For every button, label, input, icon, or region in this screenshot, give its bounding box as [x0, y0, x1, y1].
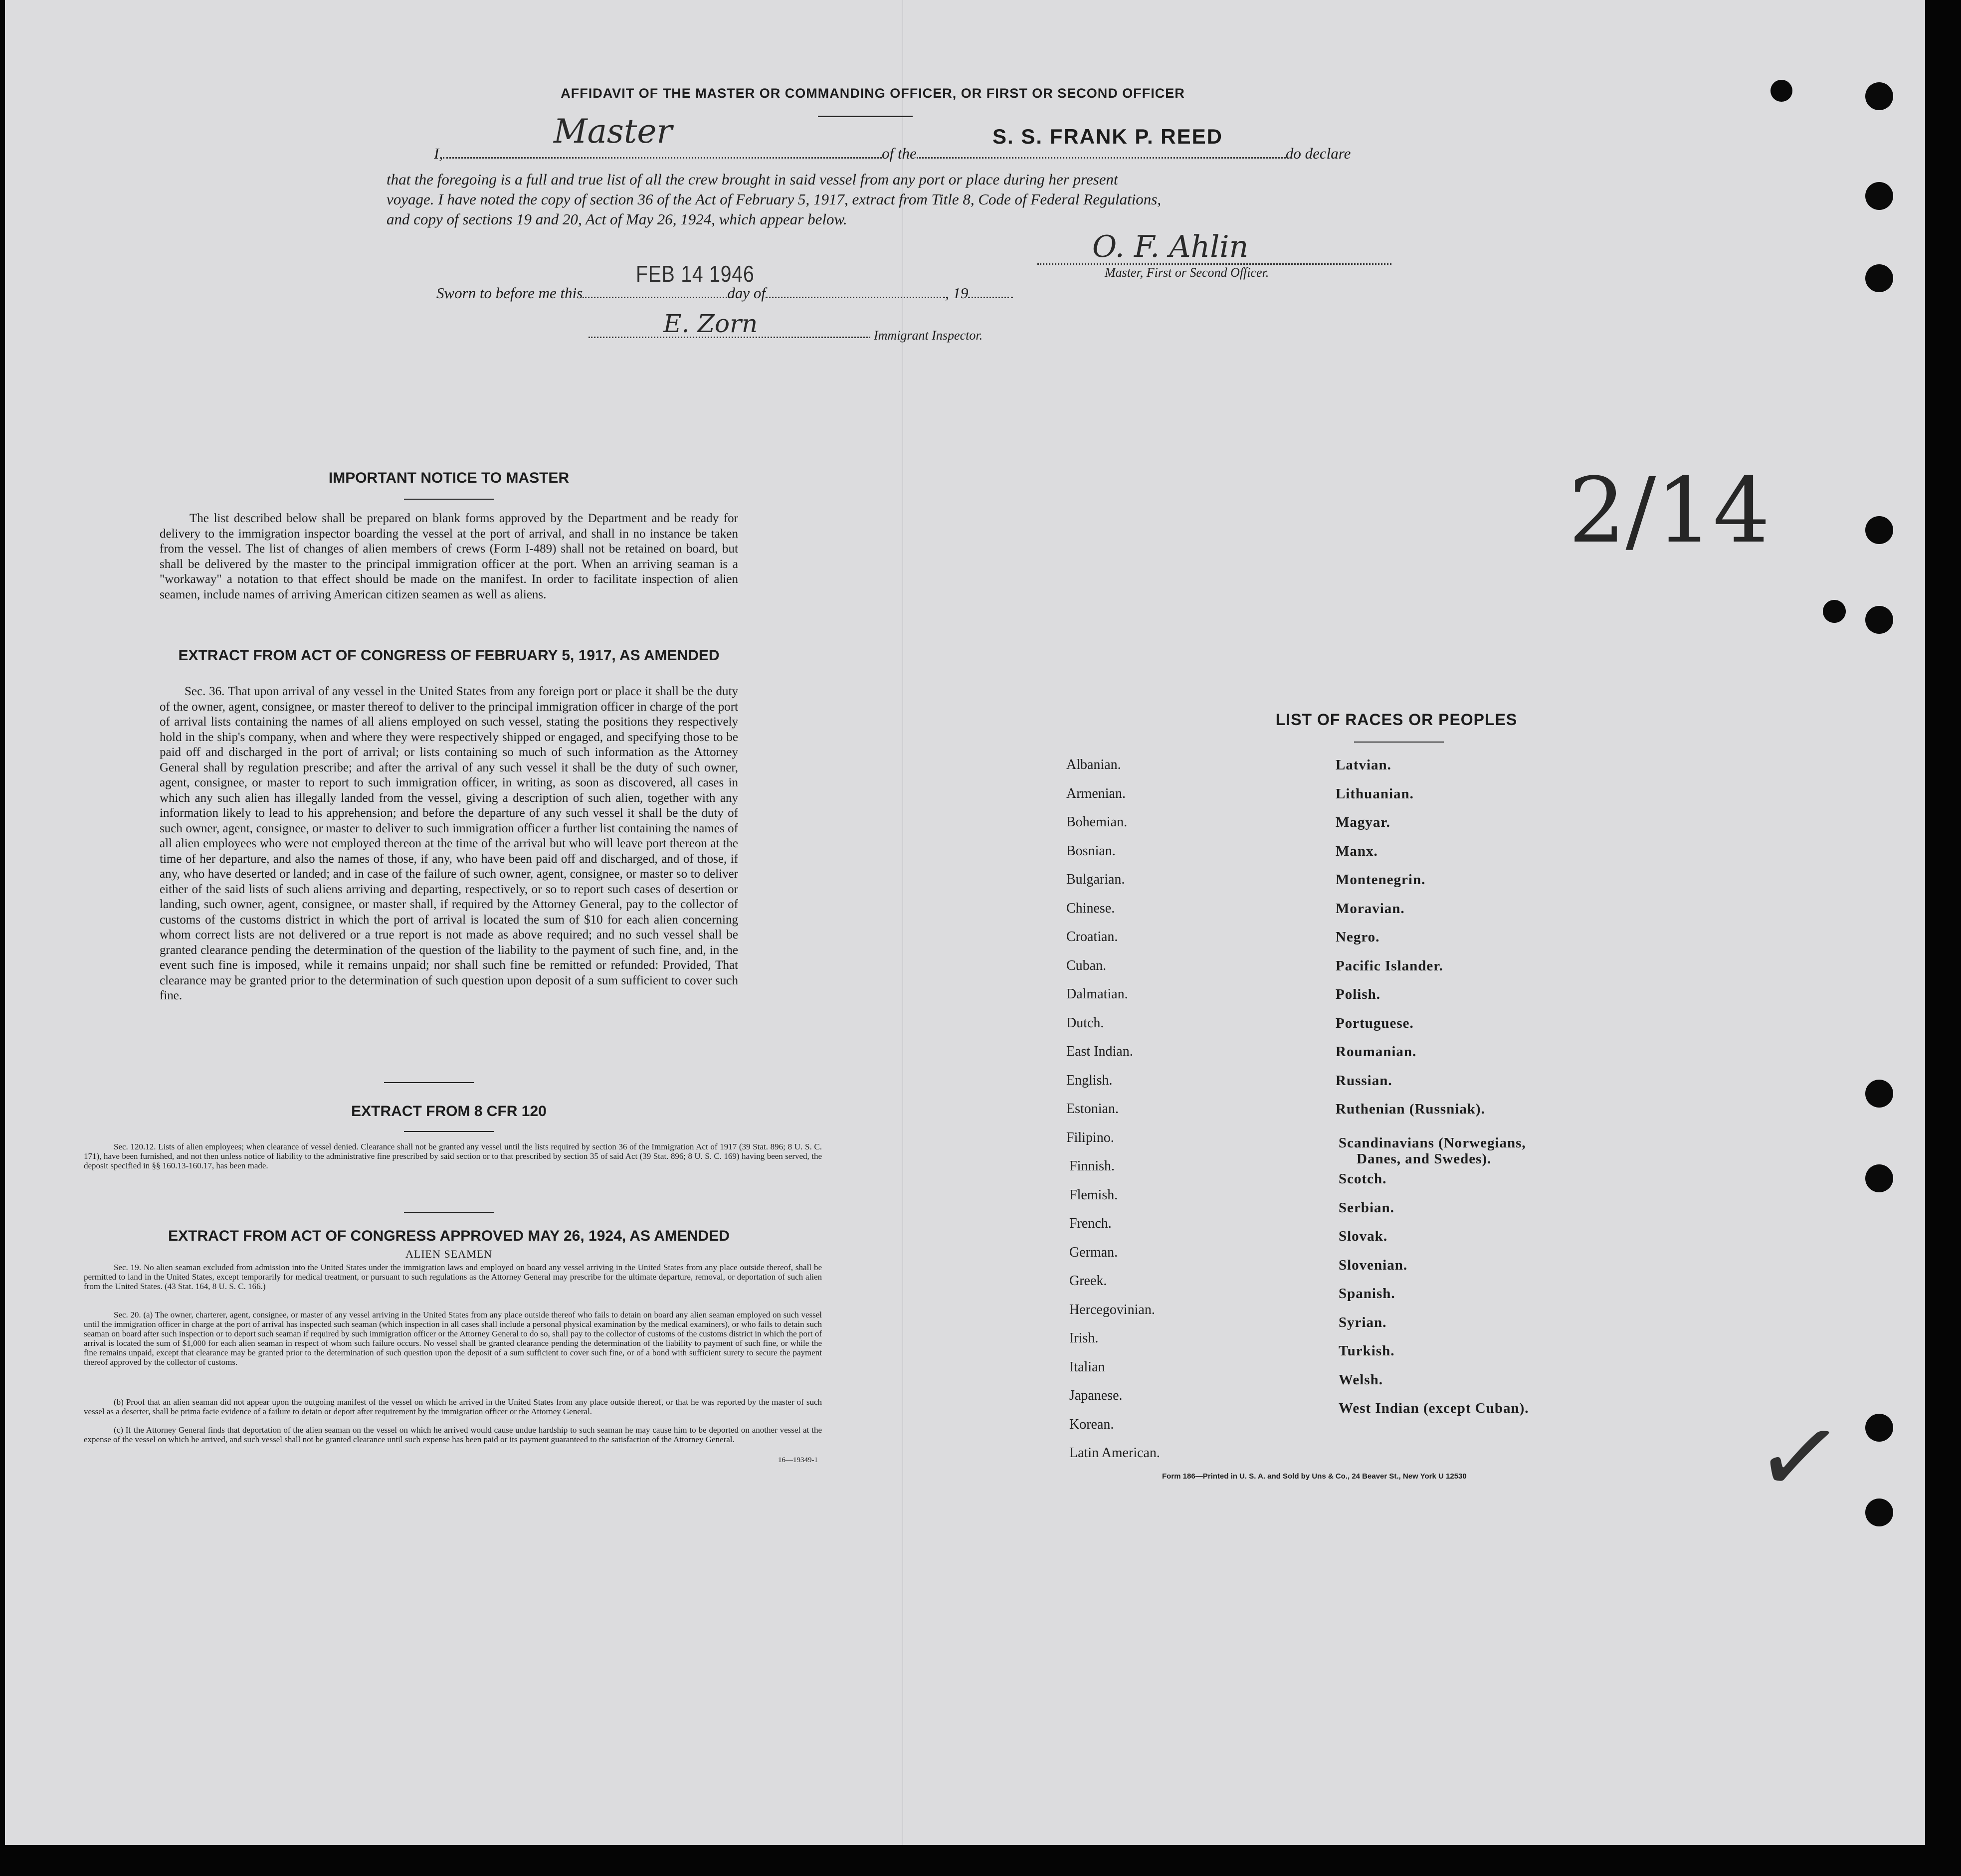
race-item: Portuguese.	[1336, 1015, 1414, 1031]
extract3-sec20a: Sec. 20. (a) The owner, charterer, agent, consignee, or master of any vessel arriving in the United States from any place outside thereof who fails to detain on board any alien seaman employed on such vessel until the immigration officer in charge at the port of arrival has inspected such seaman (which inspection in all cases shall include a personal physical examination by the medical examiners), or who fails to detain such seaman on board after such inspection or to deport such seaman if required by such immigration officer or the Attorney General to do so, shall pay to the collector of customs of the customs district in which the port of arrival is located the sum of $1,000 for each alien seaman in respect of whom such failure occurs. No vessel shall be granted clearance pending the determination of the liability to payment of such fine, or while the fine remains unpaid, except that clearance may be granted prior to the determination of such question upon the deposit of a sum sufficient to cover such fine, or of a bond with sufficient surety to secure the payment thereof approved by the collector of customs.	[84, 1310, 822, 1367]
extract1-title: EXTRACT FROM ACT OF CONGRESS OF FEBRUARY 5, 1917, AS AMENDED	[178, 647, 720, 664]
do-declare-label: do declare	[1285, 145, 1351, 162]
binder-hole	[1865, 1414, 1893, 1442]
race-item: Welsh.	[1339, 1371, 1383, 1388]
race-item: Ruthenian (Russniak).	[1336, 1101, 1485, 1117]
of-the-label: of the	[882, 145, 917, 162]
race-item: Korean.	[1069, 1416, 1114, 1432]
sworn-text: Sworn to before me this	[436, 284, 583, 302]
race-item: Bosnian.	[1066, 843, 1116, 859]
race-item: Negro.	[1336, 929, 1380, 945]
race-item: Albanian.	[1066, 757, 1121, 772]
ship-name: S. S. FRANK P. REED	[992, 125, 1223, 148]
race-item: Pacific Islander.	[1336, 957, 1443, 974]
signature-line	[1037, 263, 1391, 265]
race-item: Danes, and Swedes).	[1357, 1150, 1492, 1167]
race-item: Flemish.	[1069, 1187, 1118, 1203]
race-item: Chinese.	[1066, 900, 1115, 916]
race-item: Syrian.	[1339, 1314, 1387, 1330]
scan-edge-right	[1926, 0, 1961, 1876]
race-item: Cuban.	[1066, 957, 1107, 973]
race-item: Polish.	[1336, 986, 1380, 1002]
race-item: Croatian.	[1066, 929, 1118, 944]
race-item: Slovak.	[1339, 1228, 1388, 1244]
form-footer: Form 186—Printed in U. S. A. and Sold by Uns & Co., 24 Beaver St., New York U 12530	[1162, 1472, 1467, 1481]
form-number: 16—19349-1	[778, 1456, 818, 1464]
race-item: Dalmatian.	[1066, 986, 1128, 1002]
race-item: Latin American.	[1069, 1445, 1160, 1461]
extract1-text: Sec. 36. That upon arrival of any vessel in the United States from any foreign port or place it shall be the duty of the owner, agent, consignee, or master thereof to deliver to the principal immigration officer in charge of the port of arrival lists containing the names of all aliens employed on such vessel, stating the positions they respectively hold in the ship's company, when and where they were respectively shipped or engaged, and specifying those to be paid off and discharged in the port of arrival; or lists containing so much of such information as the Attorney General shall by regulation prescribe; and after the arrival of any such vessel it shall be the duty of such owner, agent, consignee, or master to report to such immigration officer, in writing, as soon as discovered, all cases in which any such alien has illegally landed from the vessel, giving a description of such alien, together with any information likely to lead to his apprehension; and before the departure of any such vessel it shall be the duty of such owner, agent, consignee, or master to deliver to such immigration officer a further list containing the names of all alien employees who were not employed thereon at the time of the arrival but who will leave port thereon at the time of her departure, and also the names of those, if any, who have been paid off and discharged, and of those, if any, who have deserted or landed; and in case of the failure of such owner, agent, consignee, or master so to deliver either of the said lists of such aliens arriving and departing, respectively, or so to report such cases of desertion or landing, such owner, agent, consignee, or master shall, if required by the Attorney General, pay to the collector of customs of the customs district in which the port of arrival is located the sum of $10 for each alien concerning whom correct lists are not delivered or a true report is not made as above required; and no such vessel shall be granted clearance pending the determination of the question of the liability to the payment of such fine, and, in the event such fine is imposed, while it remains unpaid; nor shall such fine be remitted or refunded: Provided, That clearance may be granted prior to the determination of such question upon deposit of a sum sufficient to cover such fine.	[160, 685, 738, 1002]
race-item: Magyar.	[1336, 814, 1390, 830]
race-item: Italian	[1069, 1359, 1105, 1375]
extract3-title: EXTRACT FROM ACT OF CONGRESS APPROVED MAY 26, 1924, AS AMENDED	[168, 1228, 730, 1244]
year-prefix: 19	[953, 284, 969, 302]
handwritten-role: Master	[554, 112, 672, 151]
race-item: French.	[1069, 1216, 1112, 1231]
notice-title: IMPORTANT NOTICE TO MASTER	[328, 470, 570, 486]
signature-label: Master, First or Second Officer.	[1105, 265, 1269, 280]
race-item: Greek.	[1069, 1273, 1107, 1289]
extract2-rule	[404, 1131, 494, 1132]
race-item: Montenegrin.	[1336, 872, 1426, 888]
extract2-title: EXTRACT FROM 8 CFR 120	[351, 1103, 547, 1120]
i-prefix: I,	[434, 145, 443, 162]
extract2-text: Sec. 120.12. Lists of alien employees; when clearance of vessel denied. Clearance shall not be granted any vessel until the lists required by section 36 of the Immigration Act of 1917 (39 Stat. 896; 8 U. S. C. 171), have been furnished, and not then unless notice of liability to the administrative fine prescribed by said section or to that prescribed by section 35 of said Act (39 Stat. 896; 8 U. S. C. 169) having been served, the deposit specified in §§ 160.13-160.17, has been made.	[84, 1142, 822, 1170]
master-signature: O. F. Ahlin	[1092, 229, 1249, 264]
race-item: Bohemian.	[1066, 814, 1128, 830]
affidavit-line-2: that the foregoing is a full and true list of all the crew brought in said vessel from any port or place during her present	[387, 171, 1118, 188]
race-item: Spanish.	[1339, 1286, 1395, 1302]
binder-hole	[1865, 1080, 1893, 1108]
binder-hole	[1865, 1499, 1893, 1526]
check-mark: ✓	[1747, 1390, 1852, 1524]
race-item: Slovenian.	[1339, 1257, 1408, 1273]
race-item: Latvian.	[1336, 757, 1391, 773]
inspector-label: Immigrant Inspector.	[874, 328, 983, 343]
affidavit-line-3: voyage. I have noted the copy of section 36 of the Act of February 5, 1917, extract from Title 8, Code of Federal Regulations,	[387, 190, 1162, 208]
binder-hole	[1865, 264, 1893, 292]
notice-text: The list described below shall be prepared on blank forms approved by the Department and be ready for delivery to the immigration inspector boarding the vessel at the port of arrival, and shall in no instance be taken from the vessel. The list of changes of alien members of crews (Form I-489) shall not be retained on board, but shall be delivered by the master to the principal immigration officer at the port. When an arriving seaman is a "workaway" a notation to that effect should be made on the manifest. In order to facilitate inspection of alien seamen, include names of arriving American citizen seamen as well as aliens.	[160, 512, 738, 601]
notice-rule	[404, 499, 494, 500]
race-item: Scotch.	[1339, 1171, 1387, 1187]
race-item: Manx.	[1336, 843, 1378, 859]
race-item: West Indian (except Cuban).	[1339, 1400, 1529, 1416]
binder-hole	[1770, 80, 1792, 102]
binder-hole	[1865, 1164, 1893, 1192]
day-of-label: day of	[727, 284, 766, 302]
race-item: German.	[1069, 1244, 1118, 1260]
binder-hole	[1865, 82, 1893, 110]
race-item: Filipino.	[1066, 1129, 1114, 1145]
title-rule	[818, 116, 913, 117]
extract2-rule-top	[384, 1082, 474, 1083]
race-item: Japanese.	[1069, 1388, 1123, 1403]
binder-hole	[1865, 516, 1893, 544]
race-item: Roumanian.	[1336, 1044, 1417, 1060]
race-item: Russian.	[1336, 1072, 1392, 1089]
page-fold	[902, 0, 903, 1845]
extract3-sec20c: (c) If the Attorney General finds that deportation of the alien seaman on the vessel on which he arrived would cause undue hardship to such seaman he may cause him to be deported on another vessel at the expense of the vessel on which he arrived, and such vessel shall not be granted clearance until such expense has been paid or its payment guaranteed to the satisfaction of the Attorney General.	[84, 1425, 822, 1444]
race-item: Scandinavians (Norwegians,	[1339, 1134, 1526, 1151]
affidavit-line-4: and copy of sections 19 and 20, Act of May 26, 1924, which appear below.	[387, 210, 847, 228]
extract3-sec19: Sec. 19. No alien seaman excluded from admission into the United States under the immigration laws and employed on board any vessel arriving in the United States from any place outside thereof, shall be permitted to land in the United States, except temporarily for medical treatment, or pursuant to such regulations as the Attorney General may prescribe for the ultimate departure, removal, or deportation of such alien from the United States. (43 Stat. 164, 8 U. S. C. 166.)	[84, 1263, 822, 1291]
race-item: Bulgarian.	[1066, 872, 1125, 887]
race-item: East Indian.	[1066, 1044, 1133, 1059]
scan-edge-bottom	[0, 1845, 1961, 1876]
race-item: Hercegovinian.	[1069, 1302, 1155, 1317]
race-item: Armenian.	[1066, 785, 1126, 801]
race-item: Serbian.	[1339, 1199, 1394, 1216]
race-item: Moravian.	[1336, 900, 1405, 917]
races-rule	[1354, 742, 1444, 743]
race-item: Turkish.	[1339, 1343, 1395, 1359]
binder-hole	[1865, 606, 1893, 634]
extract3-subtitle: ALIEN SEAMEN	[405, 1248, 492, 1260]
races-title: LIST OF RACES OR PEOPLES	[1275, 711, 1518, 729]
date-stamp: FEB 14 1946	[636, 261, 755, 287]
handwritten-number: 2/14	[1569, 459, 1770, 563]
binder-hole	[1865, 182, 1893, 210]
race-item: Finnish.	[1069, 1158, 1115, 1174]
sworn-line: Sworn to before me this day of , 19	[436, 284, 1013, 302]
race-item: Lithuanian.	[1336, 785, 1414, 802]
affidavit-title: AFFIDAVIT OF THE MASTER OR COMMANDING OFFICER, OR FIRST OR SECOND OFFICER	[561, 86, 1185, 101]
race-item: Irish.	[1069, 1330, 1099, 1346]
race-item: English.	[1066, 1072, 1113, 1088]
inspector-signature: E. Zorn	[663, 309, 758, 338]
race-item: Dutch.	[1066, 1015, 1104, 1031]
extract3-rule	[404, 1212, 494, 1213]
binder-hole	[1823, 600, 1846, 623]
race-item: Estonian.	[1066, 1101, 1119, 1117]
extract3-sec20b: (b) Proof that an alien seaman did not appear upon the outgoing manifest of the vessel on which he arrived in the United States from any place outside thereof, or that he was reported by the master of such vessel as a deserter, shall be prima facie evidence of a failure to detain or deport after requirement by the immigration officer or the Attorney General.	[84, 1397, 822, 1416]
